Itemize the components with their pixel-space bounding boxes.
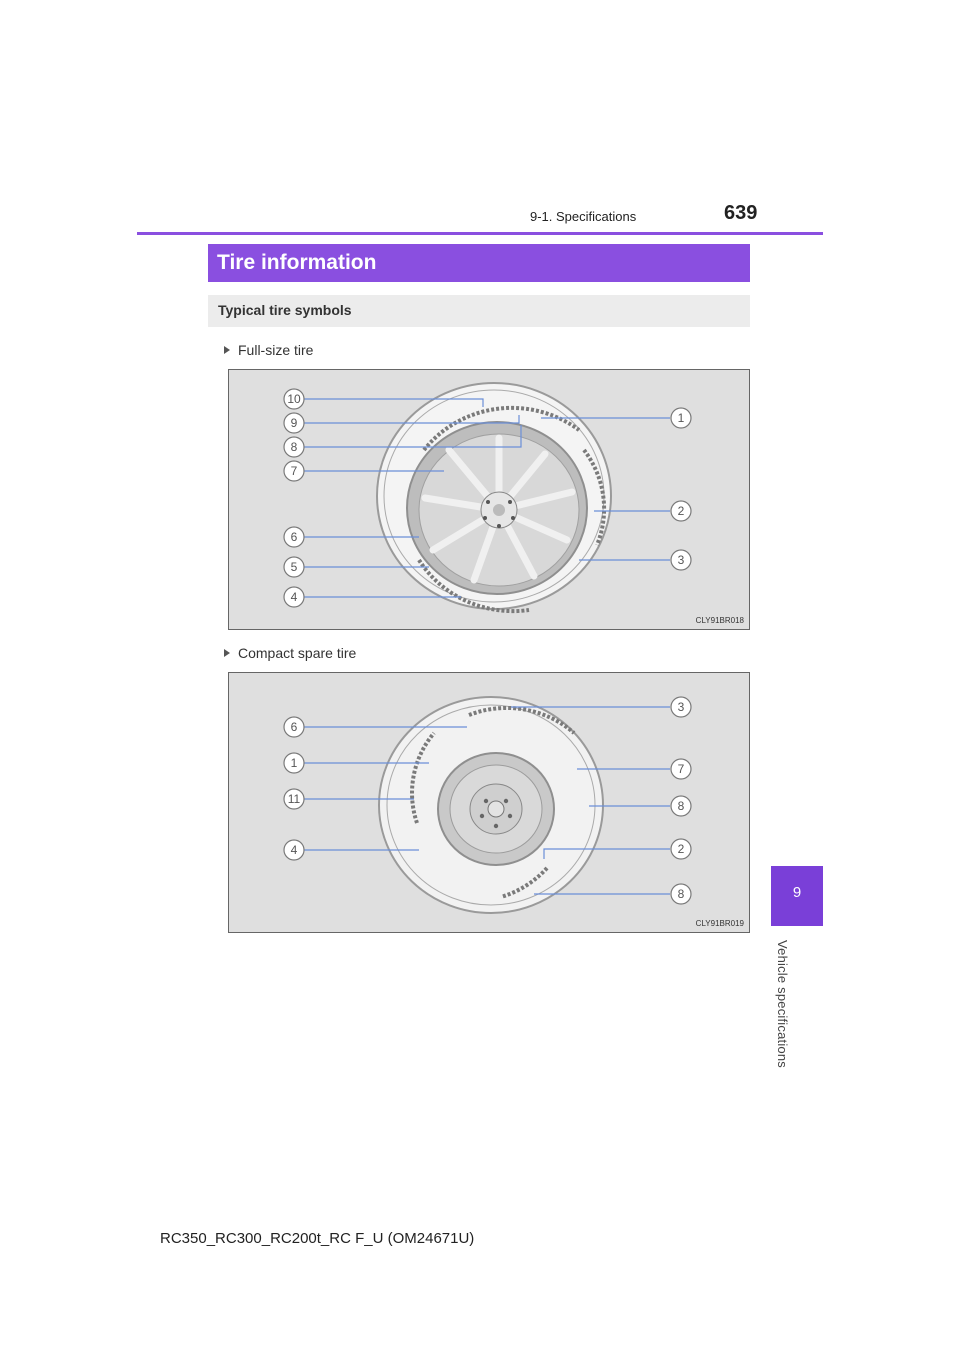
callout-label: 8 bbox=[677, 799, 685, 813]
chapter-tab: 9 bbox=[771, 866, 823, 926]
callout-label: 3 bbox=[677, 553, 685, 567]
page-number: 639 bbox=[724, 202, 758, 224]
callout-label: 11 bbox=[287, 792, 301, 806]
callout-label: 1 bbox=[290, 756, 298, 770]
callout-label: 4 bbox=[290, 843, 298, 857]
callout-label: 2 bbox=[677, 504, 685, 518]
callout-label: 9 bbox=[290, 416, 298, 430]
compact-spare-tire-figure bbox=[228, 672, 750, 933]
full-size-tire-illustration bbox=[229, 370, 751, 631]
callout-label: 6 bbox=[290, 530, 298, 544]
callout-label: 1 bbox=[677, 411, 685, 425]
document-footer: RC350_RC300_RC200t_RC F_U (OM24671U) bbox=[160, 1230, 475, 1247]
callout-label: 7 bbox=[677, 762, 685, 776]
full-size-tire-figure bbox=[228, 369, 750, 630]
callout-label: 5 bbox=[290, 560, 298, 574]
callout-label: 6 bbox=[290, 720, 298, 734]
chapter-label: Vehicle specifications bbox=[775, 940, 790, 1068]
header-rule bbox=[137, 232, 823, 235]
figure-code: CLY91BR018 bbox=[695, 616, 744, 625]
bullet-arrow-icon bbox=[224, 649, 230, 657]
subsection-title: Typical tire symbols bbox=[208, 295, 750, 327]
figure-caption-full-size bbox=[224, 342, 313, 358]
figure-caption-compact-spare bbox=[224, 645, 356, 661]
compact-spare-tire-illustration bbox=[229, 673, 751, 934]
callout-label: 7 bbox=[290, 464, 298, 478]
running-header-section: 9-1. Specifications bbox=[530, 209, 637, 224]
callout-label: 3 bbox=[677, 700, 685, 714]
caption-text: Full-size tire bbox=[238, 342, 314, 358]
callout-label: 8 bbox=[290, 440, 298, 454]
section-title: Tire information bbox=[208, 244, 750, 282]
callout-label: 8 bbox=[677, 887, 685, 901]
callout-label: 10 bbox=[287, 392, 301, 406]
figure-code: CLY91BR019 bbox=[695, 919, 744, 928]
caption-text: Compact spare tire bbox=[238, 645, 357, 661]
bullet-arrow-icon bbox=[224, 346, 230, 354]
callout-label: 4 bbox=[290, 590, 298, 604]
callout-label: 2 bbox=[677, 842, 685, 856]
